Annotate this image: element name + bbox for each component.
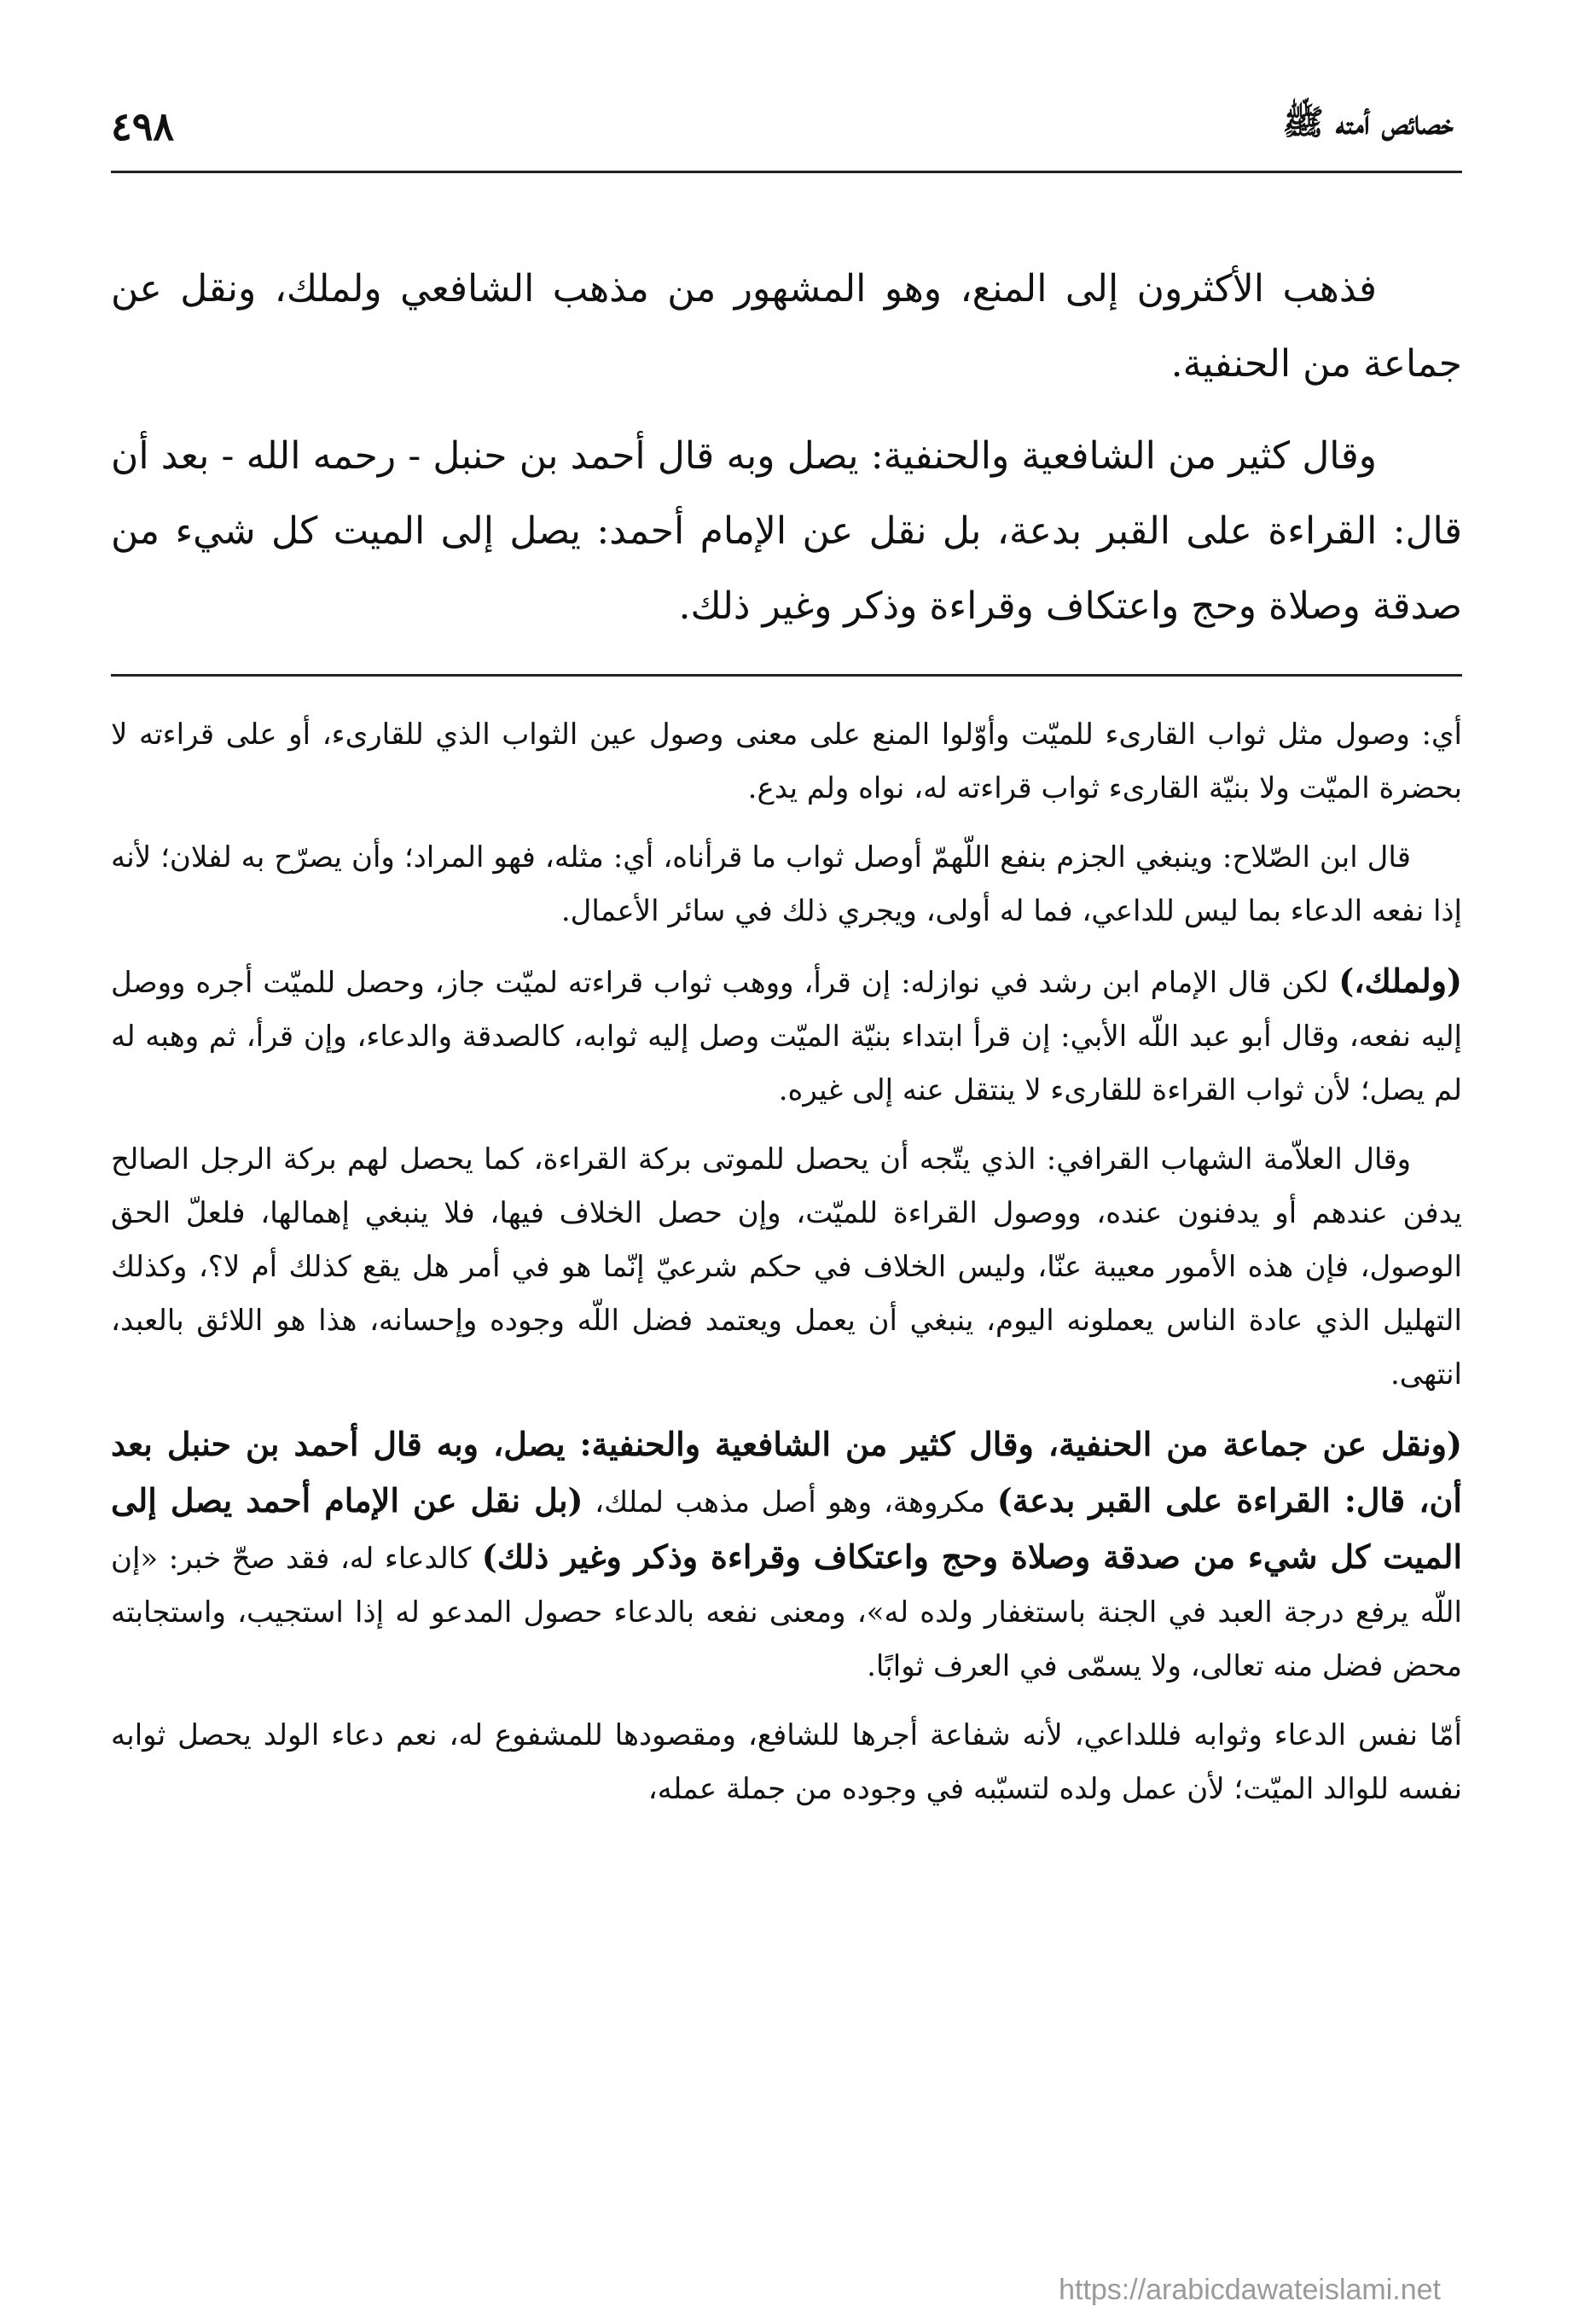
- commentary-text: كالدعاء له، فقد صحّ خبر: «إن اللّه يرفع درجة العبد في الجنة باستغفار ولده له»، ومعنى نفعه بالدعاء حصول المدعو له إذا استجيب، واستجابته محض فضل منه تعالى، ولا يسمّى في العرف ثوابًا.: [111, 1542, 1462, 1683]
- page-header: [111, 101, 1454, 152]
- running-title: خصائص أمته ﷺ: [1282, 102, 1454, 142]
- main-paragraph: فذهب الأكثرون إلى المنع، وهو المشهور من مذهب الشافعي ولملك، ونقل عن جماعة من الحنفية.: [111, 267, 1462, 386]
- commentary-text: لكن قال الإمام ابن رشد في نوازله: إن قرأ، ووهب ثواب قراءته لميّت جاز، وحصل للميّت أجره ووصل إليه نفعه، وقال أبو عبد اللّه الأبي: إن قرأ ابتداء بنيّة الميّت وصل إليه ثوابه، كالصدقة والدعاء، وإن قرأ، ثم وهبه له لم يصل؛ لأن ثواب القراءة للقارىء لا ينتقل عنه إلى غيره.: [111, 966, 1462, 1107]
- commentary-paragraph: وقال العلاّمة الشهاب القرافي: الذي يتّجه أن يحصل للموتى بركة القراءة، كما يحصل لهم بركة الرجل الصالح يدفن عندهم أو يدفنون عنده، ووصول القراءة للميّت، وإن حصل الخلاف فيها، فلا ينبغي إهمالها، فلعلّ الحق الوصول، فإن هذه الأمور معيبة عنّا، وليس الخلاف في حكم شرعيّ إنّما هو في أمر هل يقع كذلك أم لا؟، وكذلك التهليل الذي عادة الناس يعملونه اليوم، ينبغي أن يعمل ويعتمد فضل اللّه وجوده وإحسانه، هذا هو اللائق بالعبد، انتهى.: [111, 1142, 1463, 1391]
- header-divider: [111, 171, 1462, 173]
- quoted-lemma: (ونقل عن جماعة من الحنفية، وقال كثير من الشافعية والحنفية: يصل، وبه قال أحمد بن حنبل بعد أن، قال: القراءة على القبر بدعة): [111, 1425, 1462, 1519]
- commentary-paragraph: [111, 1417, 1462, 1694]
- watermark-url: https://arabicdawateislami.net: [1059, 2274, 1441, 2306]
- commentary-divider: [111, 674, 1462, 677]
- page-number: ٤٩٨: [111, 103, 175, 149]
- quoted-lemma: (بل نقل عن الإمام أحمد يصل إلى الميت كل شيء من صدقة وصلاة وحج واعتكاف وقراءة وذكر وغير ذلك): [111, 1481, 1463, 1576]
- commentary-paragraph: قال ابن الصّلاح: وينبغي الجزم بنفع اللّهمّ أوصل ثواب ما قرأناه، أي: مثله، فهو المراد؛ وأن يصرّح به لفلان؛ لأنه إذا نفعه الدعاء بما ليس للداعي، فما له أولى، ويجري ذلك في سائر الأعمال.: [111, 840, 1462, 928]
- commentary-text: مكروهة، وهو أصل مذهب لملك،: [583, 1485, 997, 1519]
- main-paragraph: وقال كثير من الشافعية والحنفية: يصل وبه قال أحمد بن حنبل - رحمه الله - بعد أن قال: القراءة على القبر بدعة، بل نقل عن الإمام أحمد: يصل إلى الميت كل شيء من صدقة وصلاة وحج واعتكاف وقراءة وذكر وغير ذلك.: [111, 434, 1462, 628]
- main-text: [111, 252, 1462, 661]
- commentary-paragraph: [111, 954, 1462, 1118]
- commentary: [111, 708, 1462, 1832]
- quoted-lemma: (ولملك،): [1338, 962, 1462, 1000]
- commentary-paragraph: أي: وصول مثل ثواب القارىء للميّت وأوّلوا المنع على معنى وصول عين الثواب الذي للقارىء، أو على قراءته لا بحضرة الميّت ولا بنيّة القارىء ثواب قراءته له، نواه ولم يدع.: [111, 718, 1462, 805]
- commentary-paragraph: أمّا نفس الدعاء وثوابه فللداعي، لأنه شفاعة أجرها للشافع، ومقصودها للمشفوع له، نعم دعاء الولد يحصل ثوابه نفسه للوالد الميّت؛ لأن عمل ولده لتسبّبه في وجوده من جملة عمله،: [111, 1718, 1462, 1806]
